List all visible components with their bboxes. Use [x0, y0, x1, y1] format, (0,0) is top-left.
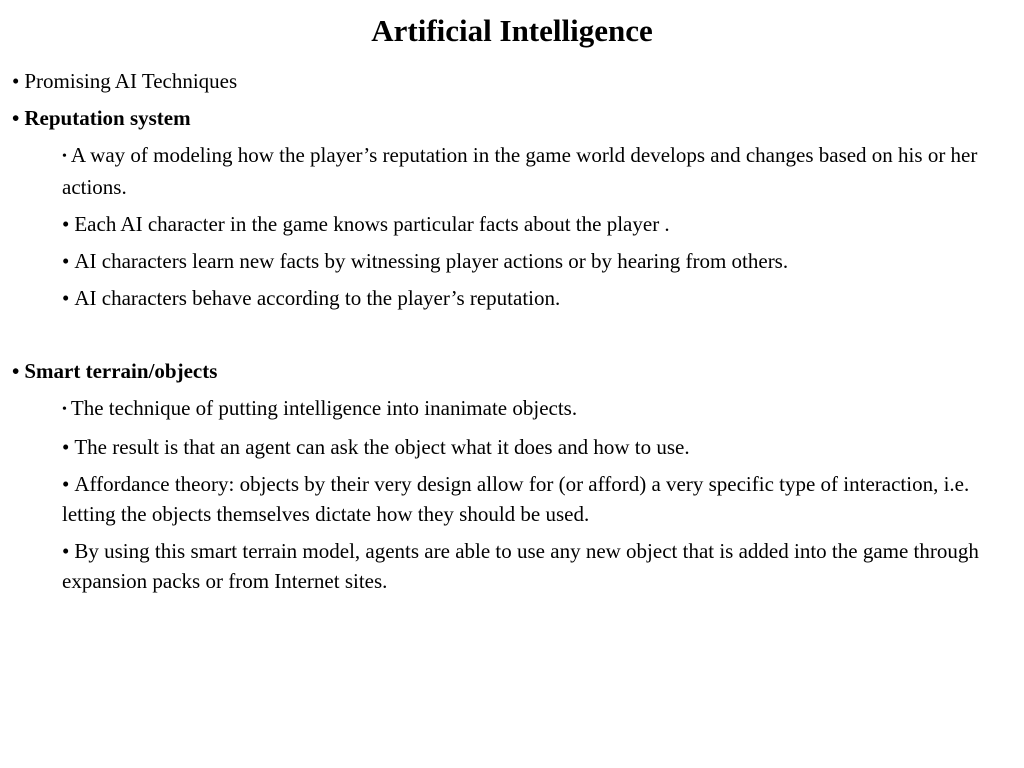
reputation-point-text: AI characters behave according to the player’s reputation. [74, 286, 561, 310]
bullet-reputation-point [12, 209, 1018, 239]
bullet-dot-icon: • [62, 539, 70, 563]
bullet-dot-icon: • [12, 69, 20, 93]
bullet-dot-icon: • [62, 149, 67, 164]
bullet-dot-icon: • [62, 212, 70, 236]
bullet-dot-icon: • [12, 359, 20, 383]
reputation-heading-text: Reputation system [24, 106, 191, 130]
bullet-list [12, 66, 1018, 603]
bullet-smart-terrain-point [12, 393, 1018, 425]
bullet-intro [12, 66, 1018, 96]
bullet-dot-icon: • [12, 106, 20, 130]
bullet-smart-terrain-point [12, 536, 1018, 596]
bullet-smart-terrain-heading [12, 356, 1018, 386]
reputation-point-text: AI characters learn new facts by witnessing player actions or by hearing from others. [74, 249, 789, 273]
reputation-point-text: Each AI character in the game knows particular facts about the player . [74, 212, 670, 236]
bullet-reputation-point [12, 140, 1018, 202]
bullet-reputation-point [12, 246, 1018, 276]
bullet-intro-text: Promising AI Techniques [24, 69, 238, 93]
smart-terrain-point-text: By using this smart terrain model, agents are able to use any new object that is added into the game through expansion packs or from Internet sites. [62, 539, 979, 593]
bullet-smart-terrain-point [12, 469, 1018, 529]
smart-terrain-point-text: Affordance theory: objects by their very design allow for (or afford) a very specific type of interaction, i.e. letting the objects themselves dictate how they should be used. [62, 472, 970, 526]
spacer [12, 320, 1018, 356]
slide-title: Artificial Intelligence [371, 13, 653, 48]
bullet-dot-icon: • [62, 435, 70, 459]
reputation-point-text: A way of modeling how the player’s reputation in the game world develops and changes based on his or her actions. [62, 143, 978, 199]
bullet-dot-icon: • [62, 286, 70, 310]
smart-terrain-point-text: The result is that an agent can ask the object what it does and how to use. [74, 435, 690, 459]
bullet-dot-icon: • [62, 249, 70, 273]
bullet-reputation-point [12, 283, 1018, 313]
smart-terrain-point-text: The technique of putting intelligence into inanimate objects. [70, 396, 578, 420]
smart-terrain-heading-text: Smart terrain/objects [24, 359, 218, 383]
bullet-dot-icon: • [62, 402, 67, 417]
bullet-reputation-heading [12, 103, 1018, 133]
bullet-smart-terrain-point [12, 432, 1018, 462]
bullet-dot-icon: • [62, 472, 70, 496]
